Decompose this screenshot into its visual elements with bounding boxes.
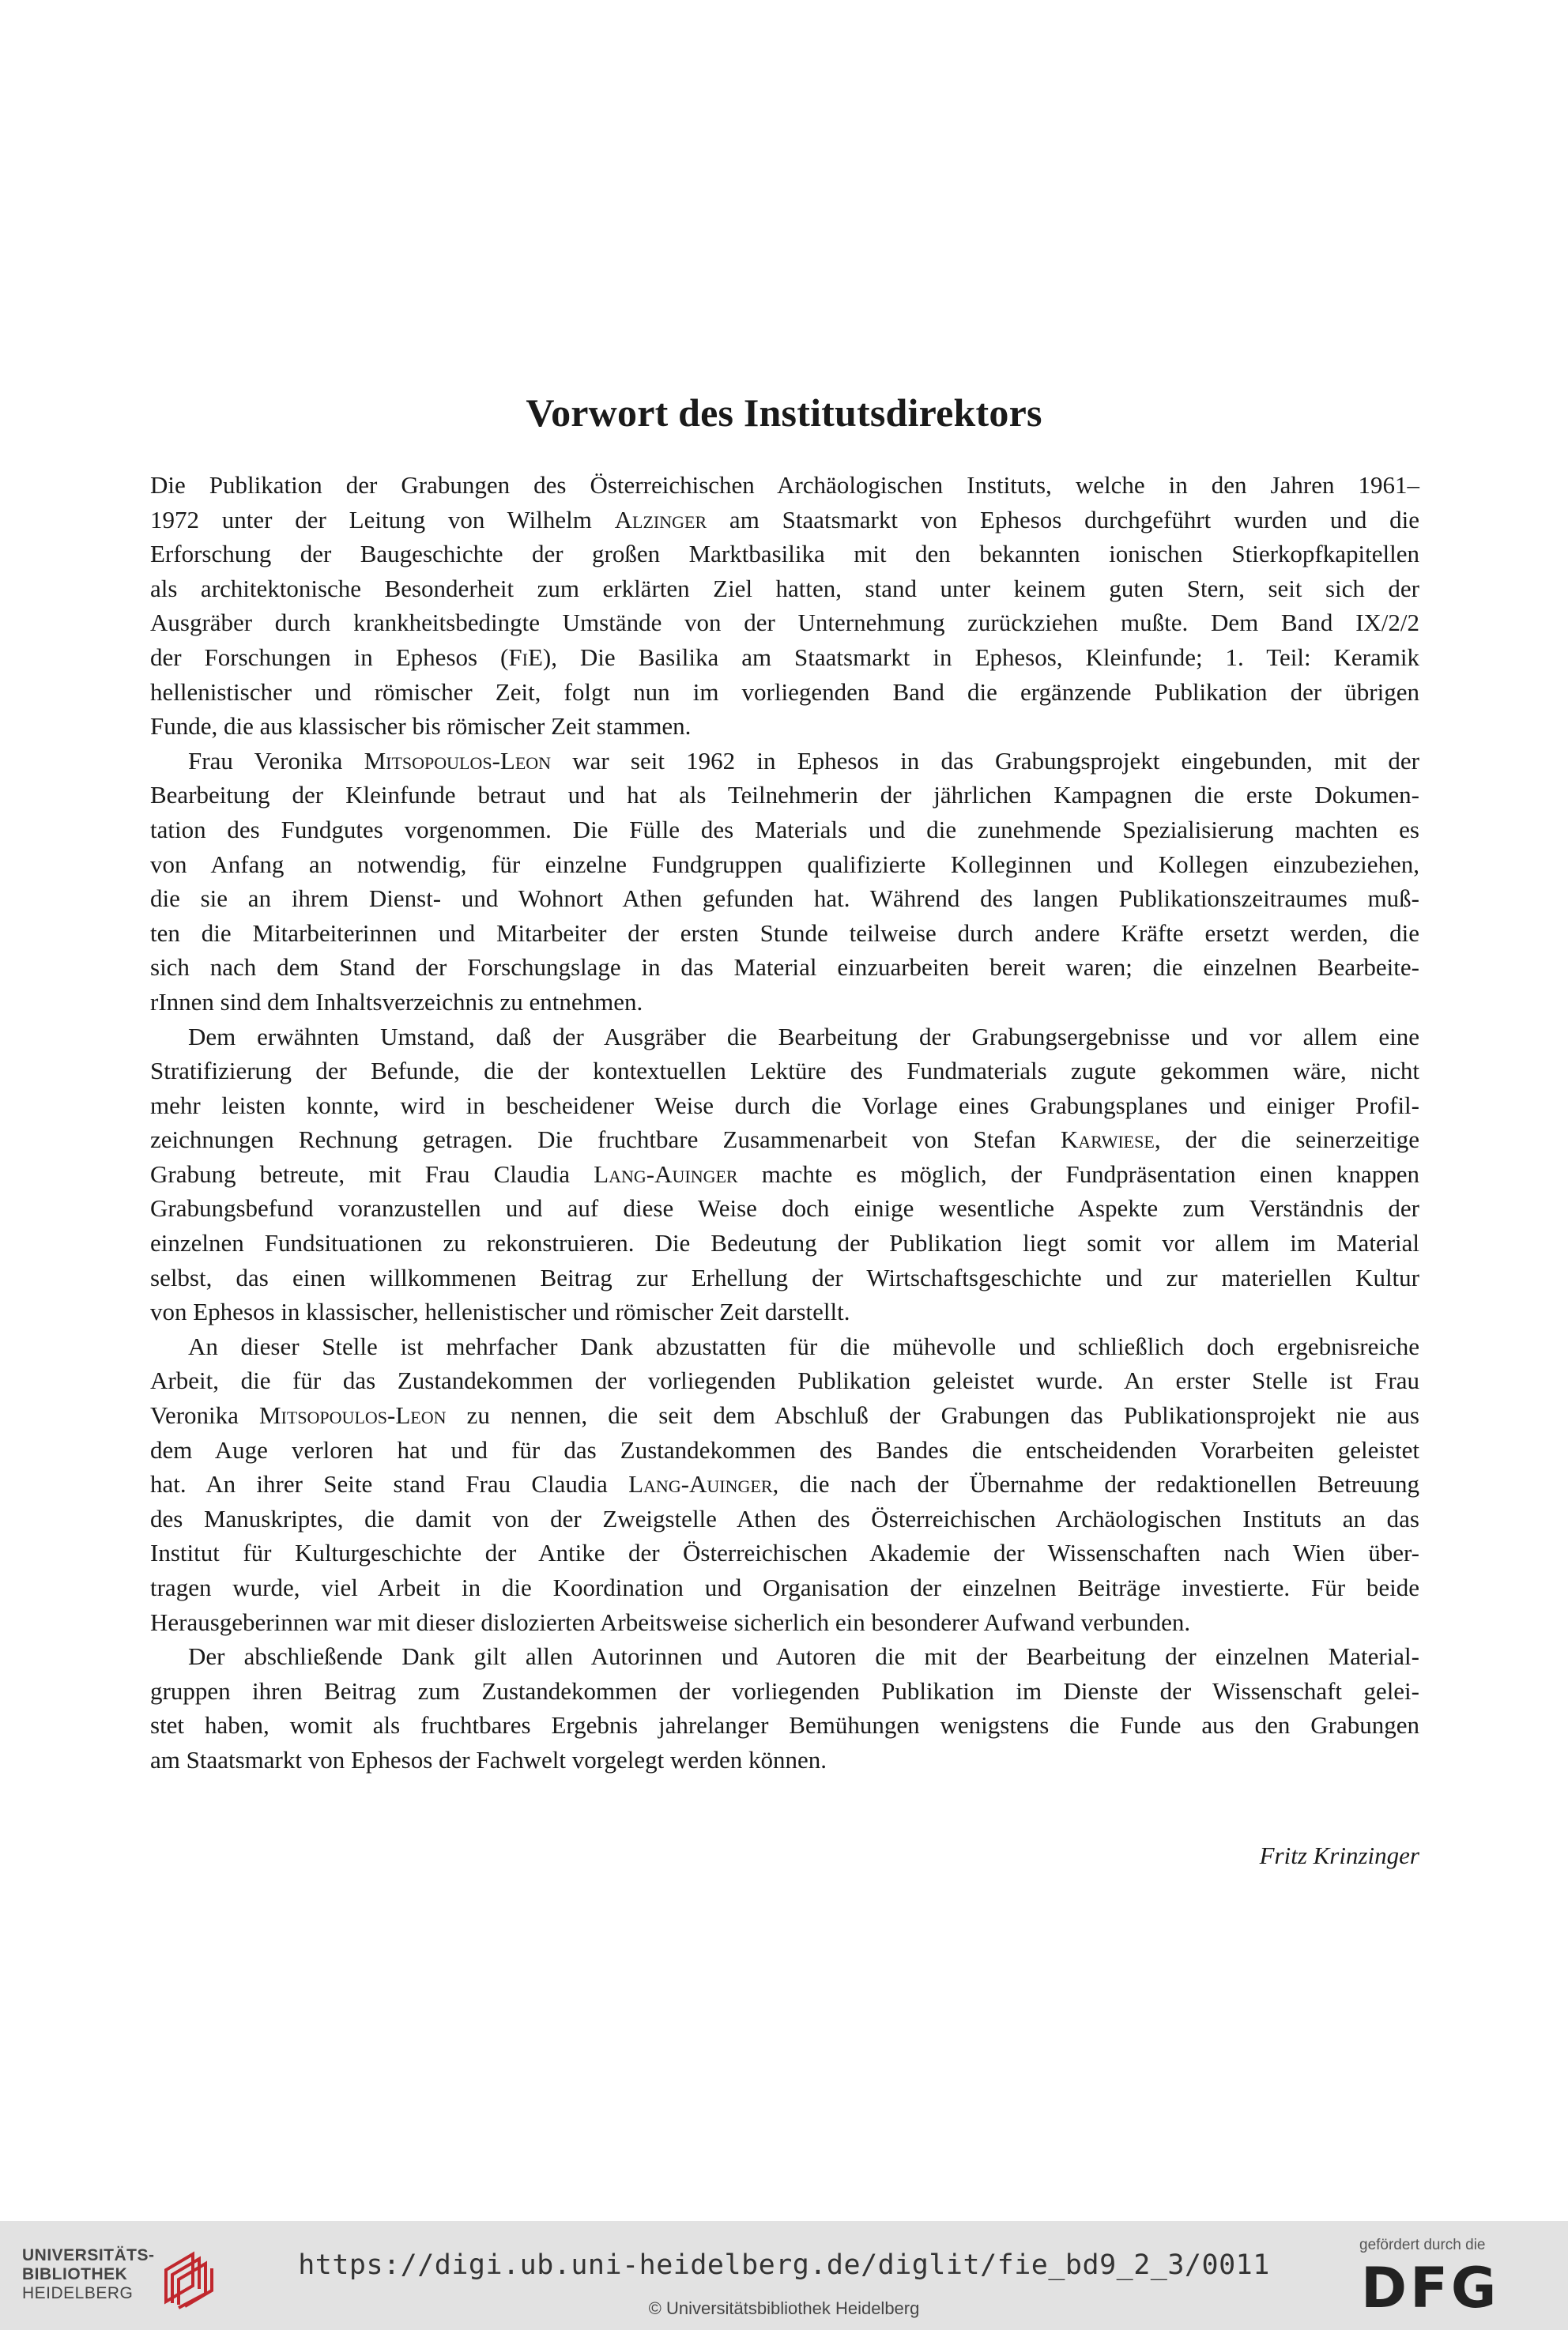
paragraph <box>150 468 1419 744</box>
library-name-line-2: BIBLIOTHEK <box>22 2265 128 2283</box>
text-run: am Staatsmarkt von Ephesos durchgeführt wurden und die <box>707 505 1420 533</box>
text-line <box>150 1088 1419 1123</box>
text-run: , der die seinerzeitige <box>1154 1125 1419 1154</box>
text-run: selbst, das einen willkommenen Beitrag zur Erhellung der Wirtschaftsgeschichte und zur materiellen Kultur <box>150 1263 1419 1291</box>
text-run: als architektonische Besonderheit zum erklärten Ziel hatten, stand unter keinem guten Stern, seit sich der <box>150 574 1419 602</box>
paragraph <box>150 1329 1419 1639</box>
text-run: der Forschungen in Ephesos (F <box>150 643 522 671</box>
text-run: von Anfang an notwendig, für einzelne Fundgruppen qualifizierte Kolleginnen und Kollegen einzubeziehen, <box>150 850 1419 878</box>
text-line <box>150 1363 1419 1398</box>
text-run: war seit 1962 in Ephesos in das Grabungsprojekt eingebunden, mit der <box>551 746 1419 775</box>
text-line <box>150 1536 1419 1570</box>
text-run: Bearbeitung der Kleinfunde betraut und hat als Teilnehmerin der jährlichen Kampagnen die erste Dokumen- <box>150 781 1419 809</box>
text-run: dem Auge verloren hat und für das Zustandekommen des Bandes die entscheidenden Vorarbeiten geleistet <box>150 1435 1419 1464</box>
text-run: 1972 unter der Leitung von Wilhelm <box>150 505 615 533</box>
text-line <box>150 1467 1419 1502</box>
text-run: Grabung betreute, mit Frau Claudia <box>150 1159 594 1188</box>
text-line <box>150 675 1419 710</box>
text-run: sich nach dem Stand der Forschungslage in das Material einzuarbeiten bereit waren; die einzelnen Bearbeite- <box>150 953 1419 982</box>
text-line <box>150 1157 1419 1192</box>
text-line <box>150 778 1419 812</box>
text-run: Institut für Kulturgeschichte der Antike der Österreichischen Akademie der Wissenschaften nach Wien über- <box>150 1539 1419 1567</box>
name-small-caps: Lang-Auinger <box>594 1159 738 1188</box>
text-line <box>150 1674 1419 1709</box>
text-line <box>150 1122 1419 1157</box>
text-run: Veronika <box>150 1401 259 1430</box>
text-run: die sie an ihrem Dienst- und Wohnort Athen gefunden hat. Während des langen Publikationszeitraumes muß- <box>150 884 1419 913</box>
text-run: Funde, die aus klassischer bis römischer Zeit stammen. <box>150 712 692 741</box>
library-name-line-3: HEIDELBERG <box>22 2284 134 2302</box>
paragraph <box>150 744 1419 1020</box>
text-run: am Staatsmarkt von Ephesos der Fachwelt vorgelegt werden können. <box>150 1745 827 1774</box>
text-line <box>150 1054 1419 1088</box>
text-line <box>150 1261 1419 1295</box>
text-line <box>150 503 1419 537</box>
text-run: Arbeit, die für das Zustandekommen der vorliegenden Publikation geleistet wurde. An erster Stelle ist Frau <box>150 1367 1419 1395</box>
text-line <box>150 1398 1419 1433</box>
dfg-sponsor[interactable] <box>1340 2237 1530 2321</box>
text-line <box>150 640 1419 675</box>
text-line <box>150 571 1419 606</box>
text-line <box>150 1743 1419 1778</box>
text-run: des Manuskriptes, die damit von der Zweigstelle Athen des Österreichischen Archäologischen Instituts an das <box>150 1504 1419 1533</box>
text-line <box>150 1295 1419 1329</box>
text-run: machte es möglich, der Fundpräsentation einen knappen <box>737 1159 1419 1188</box>
text-run: zu nennen, die seit dem Abschluß der Grabungen das Publikationsprojekt nie aus <box>446 1401 1419 1430</box>
text-line <box>150 881 1419 916</box>
text-run: Frau Veronika <box>188 746 364 775</box>
text-line <box>150 709 1419 744</box>
text-line <box>150 1020 1419 1054</box>
text-line <box>150 812 1419 847</box>
dfg-logo: DFG <box>1361 2256 1500 2321</box>
text-line <box>150 1502 1419 1536</box>
text-line <box>150 1329 1419 1364</box>
text-run: stet haben, womit als fruchtbares Ergebnis jahrelanger Bemühungen wenigstens die Funde aus den Grabungen <box>150 1711 1419 1740</box>
name-small-caps: i <box>522 643 528 671</box>
text-run: tragen wurde, viel Arbeit in die Koordination und Organisation der einzelnen Beiträge investierte. Für beide <box>150 1574 1419 1601</box>
text-line <box>150 1226 1419 1261</box>
text-line <box>150 950 1419 985</box>
text-line <box>150 1433 1419 1468</box>
name-small-caps: Alzinger <box>614 505 707 533</box>
text-run: ten die Mitarbeiterinnen und Mitarbeiter der ersten Stunde teilweise durch andere Kräfte ersetzt werden, die <box>150 918 1419 947</box>
text-run: Ausgräber durch krankheitsbedingte Umstände von der Unternehmung zurückziehen mußte. Dem Band IX/2/2 <box>150 609 1419 637</box>
text-run: Der abschließende Dank gilt allen Autorinnen und Autoren die mit der Bearbeitung der einzelnen Material- <box>188 1642 1419 1671</box>
text-line <box>150 744 1419 779</box>
text-run: E), Die Basilika am Staatsmarkt in Ephesos, Kleinfunde; 1. Teil: Keramik <box>527 643 1419 671</box>
text-run: von Ephesos in klassischer, hellenistischer und römischer Zeit darstellt. <box>150 1298 850 1326</box>
text-run: hat. An ihrer Seite stand Frau Claudia <box>150 1470 629 1499</box>
text-line <box>150 468 1419 503</box>
name-small-caps: Lang-Auinger <box>628 1470 773 1499</box>
paragraph <box>150 1020 1419 1329</box>
text-run: rInnen sind dem Inhaltsverzeichnis zu entnehmen. <box>150 987 643 1016</box>
text-run: hellenistischer und römischer Zeit, folgt nun im vorliegenden Band die ergänzende Publikation der übrigen <box>150 677 1419 706</box>
name-small-caps: Mitsopoulos-Leon <box>258 1401 447 1430</box>
text-run: Herausgeberinnen war mit dieser dislozierten Arbeitsweise sicherlich ein besonderer Aufwand verbunden. <box>150 1608 1191 1636</box>
copyright-notice: © Universitätsbibliothek Heidelberg <box>648 2298 920 2318</box>
text-line <box>150 1605 1419 1640</box>
text-run: Stratifizierung der Befunde, die der kontextuellen Lektüre des Fundmaterials zugute gekommen wäre, nicht <box>150 1057 1419 1085</box>
text-line <box>150 916 1419 951</box>
text-run: tation des Fundgutes vorgenommen. Die Fülle des Materials und die zunehmende Spezialisierung machten es <box>150 815 1419 843</box>
name-small-caps: Karwiese <box>1060 1125 1155 1154</box>
text-run: gruppen ihren Beitrag zum Zustandekommen der vorliegenden Publikation im Dienste der Wissenschaft gelei- <box>150 1676 1419 1705</box>
text-run: mehr leisten konnte, wird in bescheidener Weise durch die Vorlage eines Grabungsplanes und einiger Profil- <box>150 1091 1419 1119</box>
page-title: Vorwort des Institutsdirektors <box>526 390 1042 435</box>
permalink-url[interactable]: https://digi.ub.uni-heidelberg.de/diglit/fie_bd9_2_3/0011 <box>298 2249 1270 2281</box>
library-name-line-1: UNIVERSITÄTS- <box>22 2246 155 2264</box>
paragraph <box>150 1639 1419 1777</box>
text-line <box>150 847 1419 882</box>
name-small-caps: Mitsopoulos-Leon <box>364 746 552 775</box>
digitization-footer <box>0 2221 1568 2330</box>
text-run: Erforschung der Baugeschichte der großen Marktbasilika mit den bekannten ionischen Stierkopfkapitellen <box>150 540 1419 568</box>
text-line <box>150 1639 1419 1674</box>
author-signature: Fritz Krinzinger <box>1259 1842 1419 1869</box>
text-line <box>150 1191 1419 1226</box>
text-run: Die Publikation der Grabungen des Österreichischen Archäologischen Instituts, welche in den Jahren 1961– <box>150 471 1419 499</box>
sponsor-caption: gefördert durch die <box>1359 2237 1486 2253</box>
text-run: Dem erwähnten Umstand, daß der Ausgräber die Bearbeitung der Grabungsergebnisse und vor allem eine <box>188 1022 1419 1050</box>
text-run: zeichnungen Rechnung getragen. Die fruchtbare Zusammenarbeit von Stefan <box>150 1125 1061 1154</box>
text-run: , die nach der Übernahme der redaktionellen Betreuung <box>772 1470 1419 1499</box>
text-run: An dieser Stelle ist mehrfacher Dank abzustatten für die mühevolle und schließlich doch ergebnisreiche <box>188 1332 1419 1360</box>
text-line <box>150 1708 1419 1743</box>
text-line <box>150 1570 1419 1605</box>
text-line <box>150 985 1419 1020</box>
text-run: Grabungsbefund voranzustellen und auf diese Weise doch einige wesentliche Aspekte zum Verständnis der <box>150 1194 1419 1223</box>
text-line <box>150 537 1419 571</box>
text-run: einzelnen Fundsituationen zu rekonstruieren. Die Bedeutung der Publikation liegt somit vor allem im Material <box>150 1229 1419 1257</box>
foreword-body <box>150 468 1419 1778</box>
text-line <box>150 605 1419 640</box>
